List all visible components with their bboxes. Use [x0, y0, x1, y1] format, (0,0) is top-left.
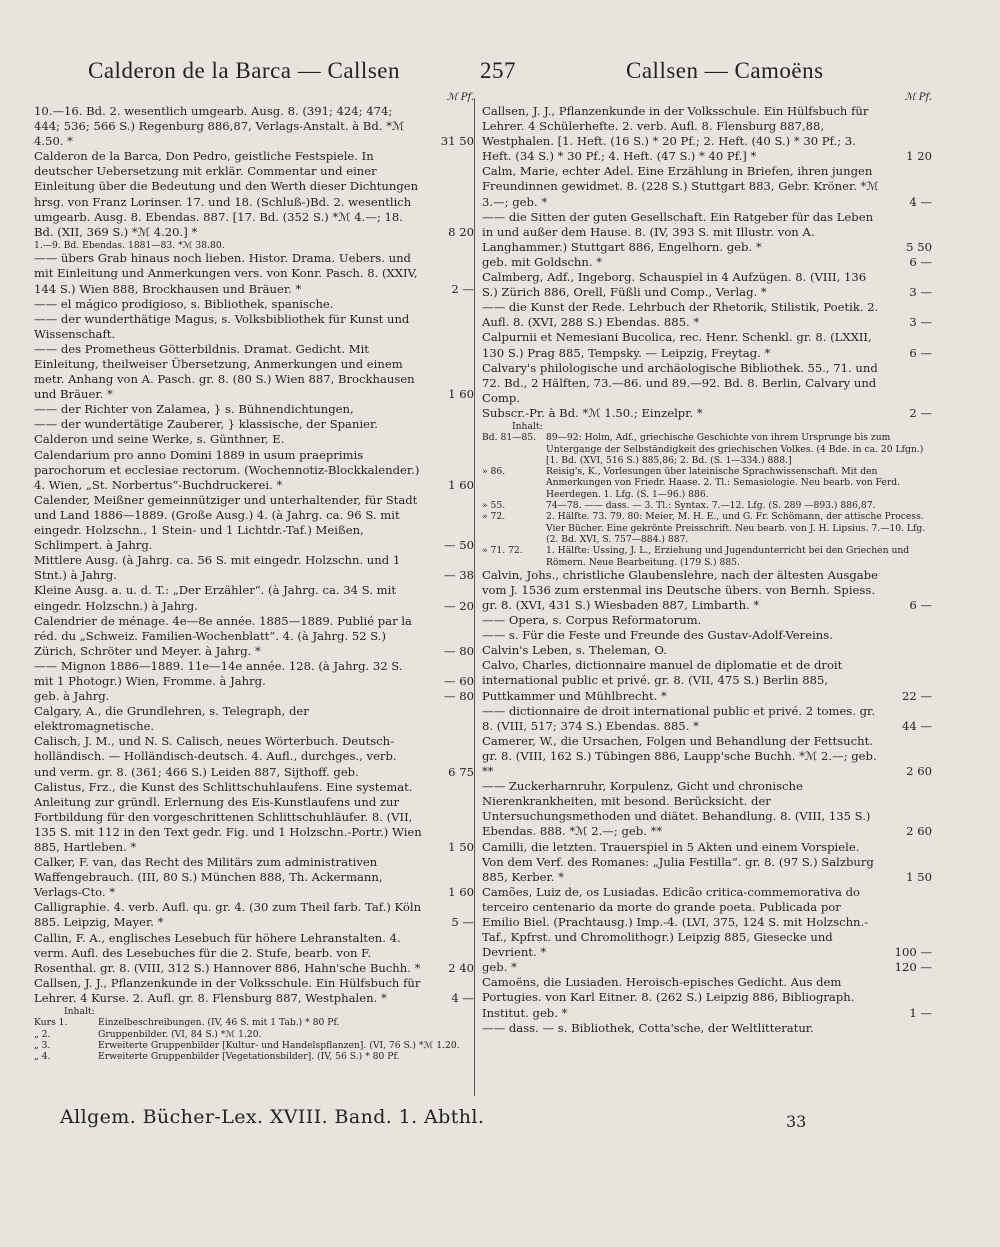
entry-price: 2 — — [909, 405, 932, 420]
entry-text: 10.—16. Bd. 2. wesentlich umgearb. Ausg. 8. (391; 424; 474; 444; 536; 566 S.) Regenburg 886,87, Verlags-Anstalt. à Bd. *ℳ 4.50. * — [34, 104, 405, 149]
catalog-entry — [34, 704, 474, 734]
catalog-entry — [482, 658, 932, 703]
entry-price: 4 — — [909, 194, 932, 209]
entry-price: 44 — — [901, 718, 932, 733]
entry-text: Callsen, J. J., Pflanzenkunde in der Volksschule. Ein Hülfsbuch für Lehrer. 4 Kurse. 2. Aufl. gr. 8. Flensburg 887, Westphalen. * — [34, 975, 421, 1005]
entry-price: 3 — — [909, 285, 932, 300]
entry-text: Calm, Marie, echter Adel. Eine Erzählung in Briefen, ihren jungen Freundinnen gewidmet. 8. (228 S.) Stuttgart 883, Gebr. Kröner. *ℳ 3.—; geb. * — [482, 164, 879, 209]
catalog-entry — [34, 432, 474, 447]
entry-text: Calvo, Charles, dictionnaire manuel de diplomatie et de droit international public et privé. gr. 8. (VII, 475 S.) Berlin 885, Puttkammer und Mühlbrecht. * — [482, 658, 843, 703]
right-column — [482, 92, 932, 1036]
entry-price: 5 — — [451, 915, 474, 930]
entry-text: Calligraphie. 4. verb. Aufl. qu. gr. 4. (30 zum Theil farb. Taf.) Köln 885. Leipzig, Mayer. * — [34, 900, 422, 930]
catalog-entry — [34, 734, 474, 779]
entry-text: Calderon und seine Werke, s. Günthner, E. — [34, 432, 285, 447]
inhalt-title: Inhalt: — [64, 1006, 95, 1018]
catalog-entry — [34, 583, 474, 613]
inhalt-text: 89—92: Holm, Adf., griechische Geschichte von ihrem Ursprunge bis zum Untergange der Selbständigkeit des griechischen Volkes. (4 Bde. in ca. 20 Lfgn.) [1. Bd. (XVI, 516 S.) 885,86; 2. Bd. (S. 1—334.) 888.] — [546, 432, 924, 466]
entry-text: Camilli, die letzten. Trauerspiel in 5 Akten und einem Vorspiele. Von dem Verf. des Romanes: „Julia Festilla“. gr. 8. (97 S.) Salzburg 885, Kerber. * — [482, 839, 874, 884]
catalog-entry — [482, 361, 932, 406]
entry-price: 1 60 — [448, 387, 474, 402]
right-entries-a — [482, 104, 932, 421]
entry-price: 6 — — [909, 254, 932, 269]
entry-text: Calmberg, Adf., Ingeborg. Schauspiel in 4 Aufzügen. 8. (VIII, 136 S.) Zürich 886, Orell, Füßli und Comp., Verlag. * — [482, 270, 867, 300]
catalog-entry — [34, 402, 474, 417]
running-header — [30, 58, 970, 92]
entry-price: 6 — — [909, 598, 932, 613]
entry-price: — 80 — [443, 643, 474, 658]
entry-text: Calvin's Leben, s. Theleman, O. — [482, 643, 667, 658]
entry-text: Camões, Luiz de, os Lusiadas. Edicão critica-commemorativa do terceiro centenario da morte do grande poeta. Publicada por Emilio Biel. (Prachtausg.) Imp.-4. (LVI, 375, 124 S. mit Holzschn.-Taf., Kpfrst. und Chromolithogr.) Leipzig 885, Giesecke und Devrient. * — [482, 884, 869, 960]
entry-text: Kleine Ausg. a. u. d. T.: „Der Erzähler“. (à Jahrg. ca. 34 S. mit eingedr. Holzschn.) à Jahrg. — [34, 583, 396, 613]
entry-price: 2 60 — [906, 824, 932, 839]
catalog-entry — [34, 931, 474, 976]
entry-text: geb. mit Goldschn. * — [482, 254, 603, 269]
entry-text: 1.—9. Bd. Ebendas. 1881—83. *ℳ 38.80. — [34, 239, 225, 251]
inhalt-text: Erweiterte Gruppenbilder [Kultur- und Handelspflanzen]. (VI, 76 S.) *ℳ 1.20. — [98, 1039, 460, 1051]
entry-text: Calvin, Johs., christliche Glaubenslehre, nach der ältesten Ausgabe vom J. 1536 zum erstenmal ins Deutsche übers. von Bernh. Spiess. gr. 8. (XVI, 431 S.) Wiesbaden 887, Limbarth. * — [482, 567, 878, 613]
entry-text: —— der wunderthätige Magus, s. Volksbibliothek für Kunst und Wissenschaft. — [34, 311, 410, 341]
right-inhalt — [482, 421, 932, 568]
right-entries-b — [482, 568, 932, 1036]
entry-text: Calvary's philologische und archäologische Bibliothek. 55., 71. und 72. Bd., 2 Hälften, 73.—86. und 89.—92. Bd. 8. Berlin, Calvary und Comp. — [482, 360, 878, 405]
entry-text: Camerer, W., die Ursachen, Folgen und Behandlung der Fettsucht. gr. 8. (VIII, 162 S.) Tübingen 886, Laupp'sche Buchh. *ℳ 2.—; geb. ** — [482, 733, 877, 779]
entry-text: Calendarium pro anno Domini 1889 in usum praeprimis parochorum et ecclesiae rectorum. (Wochennotiz-Blockkalender.) 4. Wien, „St. Norbertus“-Buchdruckerei. * — [34, 447, 420, 492]
catalog-entry — [34, 312, 474, 342]
inhalt-text: Erweiterte Gruppenbilder [Vegetationsbilder]. (IV, 56 S.) * 80 Pf. — [98, 1051, 400, 1063]
catalog-entry — [34, 448, 474, 493]
entry-text: Calgary, A., die Grundlehren, s. Telegraph, der elektromagnetische. — [34, 704, 309, 734]
catalog-entry — [482, 568, 932, 613]
inhalt-text: Gruppenbilder. (VI, 84 S.) *ℳ 1.20. — [98, 1028, 262, 1040]
entry-price: 6 75 — [448, 764, 474, 779]
entry-text: —— Mignon 1886—1889. 11e—14e année. 128. (à Jahrg. 32 S. mit 1 Photogr.) Wien, Fromme. à Jahrg. — [34, 658, 403, 688]
inhalt-label: Kurs 1. — [34, 1017, 68, 1029]
footer-left: Allgem. Bücher-Lex. XVIII. Band. 1. Abthl. — [60, 1106, 485, 1128]
catalog-entry — [482, 840, 932, 885]
entry-text: —— dass. — s. Bibliothek, Cotta'sche, der Weltlitteratur. — [482, 1020, 814, 1035]
entry-text: geb. * — [482, 960, 517, 975]
inhalt-label: Bd. 81—85. — [482, 432, 536, 444]
catalog-entry — [34, 659, 474, 689]
entry-text: Mittlere Ausg. (à Jahrg. ca. 56 S. mit eingedr. Holzschn. und 1 Stnt.) à Jahrg. — [34, 553, 401, 583]
catalog-entry — [482, 779, 932, 839]
inhalt-text: 2. Hälfte. 73. 79. 80: Meier, M. H. E., und G. Fr. Schömann, der attische Process. Vier Bücher. Eine gekrönte Preisschrift. Neu bearb. von J. H. Lipsius. 7.—10. Lfg. (2. Bd. XVI, S. 757—884.) 887. — [546, 511, 926, 545]
inhalt-text: 1. Hälfte: Ussing, J. L., Erziehung und Jugendunterricht bei den Griechen und Römern. Neue Bearbeitung. (179 S.) 885. — [546, 545, 910, 568]
entry-price: 1 60 — [448, 885, 474, 900]
catalog-entry — [34, 855, 474, 900]
catalog-entry — [482, 300, 932, 330]
entry-price: 5 50 — [906, 239, 932, 254]
left-column — [34, 92, 474, 1063]
entry-price: — 60 — [443, 673, 474, 688]
catalog-entry — [34, 689, 474, 704]
catalog-entry — [482, 885, 932, 960]
entry-text: Calender, Meißner gemeinnütziger und unterhaltender, für Stadt und Land 1886—1889. (Große Ausg.) 4. (à Jahrg. ca. 96 S. mit eingedr. Holzschn., 1 Stein- und 1 Lichtdr.-Taf.) Meißen, Schlimpert. à Jahrg. — [34, 492, 418, 553]
inhalt-row — [482, 432, 932, 466]
inhalt-row — [34, 1017, 474, 1028]
inhalt-row — [482, 466, 932, 500]
entry-price: 1 50 — [448, 840, 474, 854]
entry-text: Calker, F. van, das Recht des Militärs zum administrativen Waffengebrauch. (III, 80 S.) München 888, Th. Ackermann, Verlags-Cto. * — [34, 855, 383, 900]
entry-text: —— el mágico prodigioso, s. Bibliothek, spanische. — [34, 296, 334, 311]
inhalt-text: Einzelbeschreibungen. (IV, 46 S. mit 1 Tab.) * 80 Pf. — [98, 1017, 340, 1029]
entry-price: 6 — — [909, 345, 932, 360]
catalog-entry — [482, 704, 932, 734]
catalog-entry — [482, 613, 932, 628]
catalog-entry — [34, 251, 474, 296]
inhalt-text: 74—78. —— dass. — 3. Tl.: Syntax. 7.—12. Lfg. (S. 289 —893.) 886,87. — [546, 500, 876, 512]
currency-header: ℳ Pf. — [904, 92, 932, 103]
catalog-entry — [34, 493, 474, 553]
inhalt-label: „ 3. — [34, 1039, 51, 1051]
entry-text: —— des Prometheus Götterbildnis. Dramat. Gedicht. Mit Einleitung, theilweiser Übersetzung, Anmerkungen und einem metr. Anhang von A. Pasch. gr. 8. (80 S.) Wien 887, Brockhausen und Bräuer. * — [34, 341, 415, 402]
catalog-entry — [482, 210, 932, 255]
entry-text: Calpurnii et Nemesiani Bucolica, rec. Henr. Schenkl. gr. 8. (LXXII, 130 S.) Prag 885, Tempsky. — Leipzig, Freytag. * — [482, 330, 872, 360]
entry-price: 100 — — [894, 945, 932, 960]
entry-price: 22 — — [901, 688, 932, 703]
header-left: Calderon de la Barca — Callsen — [88, 58, 400, 83]
entry-price: 2 60 — [906, 764, 932, 779]
entry-text: Calisch, J. M., und N. S. Calisch, neues Wörterbuch. Deutsch-holländisch. — Holländisch-deutsch. 4. Aufl., durchges., verb. und verm. gr. 8. (361; 466 S.) Leiden 887, Sijthoff. geb. — [34, 734, 397, 779]
entry-text: —— Zuckerharnruhr, Korpulenz, Gicht und chronische Nierenkrankheiten, mit besond. Berücksicht. der Untersuchungsmethoden und diätet. Behandlung. 8. (VIII, 135 S.) Ebendas. 888. *ℳ 2.—; geb. ** — [482, 779, 871, 839]
inhalt-row — [34, 1051, 474, 1062]
catalog-entry — [482, 270, 932, 300]
inhalt-row — [482, 545, 932, 568]
entry-price: 3 — — [909, 315, 932, 330]
inhalt-label: » 71. 72. — [482, 545, 523, 557]
catalog-entry — [34, 149, 474, 240]
entry-text: —— die Sitten der guten Gesellschaft. Ein Ratgeber für das Leben in und außer dem Hause. 8. (IV, 393 S. mit Illustr. von A. Langhammer.) Stuttgart 886, Engelhorn. geb. * — [482, 209, 874, 254]
catalog-entry — [482, 255, 932, 270]
inhalt-label: » 72. — [482, 511, 506, 523]
catalog-entry — [34, 614, 474, 659]
page-number: 257 — [480, 58, 516, 83]
entry-price: — 38 — [443, 568, 474, 583]
inhalt-text: Reisig's, K., Vorlesungen über lateinische Sprachwissenschaft. Mit den Anmerkungen von Friedr. Haase. 2. Tl.: Semasiologie. Neu bearb. von Ferd. Heerdegen. 1. Lfg. (S. 1—96.) 886. — [546, 466, 901, 500]
entry-text: Callsen, J. J., Pflanzenkunde in der Volksschule. Ein Hülfsbuch für Lehrer. 4 Schülerhefte. 2. verb. Aufl. 8. Flensburg 887,88, Westphalen. [1. Heft. (16 S.) * 20 Pf.; 2. Heft. (40 S.) * 30 Pf.; 3. Heft. (34 S.) * 30 Pf.; 4. Heft. (47 S.) * 40 Pf.] * — [482, 104, 869, 164]
inhalt-row — [482, 511, 932, 545]
entry-price: 31 50 — [440, 134, 474, 149]
entry-text: —— s. Für die Feste und Freunde des Gustav-Adolf-Vereins. — [482, 628, 833, 643]
catalog-entry — [482, 734, 932, 779]
inhalt-row — [34, 1040, 474, 1051]
entry-price: 2 — — [451, 281, 474, 296]
entry-price: 1 60 — [448, 477, 474, 492]
entry-text: —— der wundertätige Zauberer, } klassische, der Spanier. — [34, 417, 378, 432]
entry-price: — 80 — [443, 689, 474, 704]
left-entries — [34, 104, 474, 1006]
catalog-entry — [34, 553, 474, 583]
catalog-entry — [482, 1021, 932, 1036]
footer-right: 33 — [786, 1112, 807, 1131]
entry-text: —— dictionnaire de droit international public et privé. 2 tomes. gr. 8. (VIII, 517; 374 S.) Ebendas. 885. * — [482, 703, 875, 733]
inhalt-row — [34, 1029, 474, 1040]
entry-text: —— die Kunst der Rede. Lehrbuch der Rhetorik, Stilistik, Poetik. 2. Aufl. 8. (XVI, 288 S.) Ebendas. 885. * — [482, 300, 879, 330]
entry-price: 1 20 — [906, 149, 932, 164]
entry-text: Calendrier de ménage. 4e—8e année. 1885—1889. Publié par la réd. du „Schweiz. Familien-Wochenblatt“. 4. (à Jahrg. 52 S.) Zürich, Schröter und Meyer. à Jahrg. * — [34, 613, 412, 658]
entry-text: geb. à Jahrg. — [34, 689, 110, 704]
catalog-entry — [34, 900, 474, 930]
inhalt-row — [482, 500, 932, 511]
catalog-entry — [482, 960, 932, 975]
entry-price: 1 50 — [906, 869, 932, 884]
entry-price: — 20 — [443, 598, 474, 613]
entry-price: 120 — — [894, 960, 932, 975]
header-right: Callsen — Camoëns — [626, 58, 824, 83]
catalog-entry — [482, 406, 932, 421]
entry-price: 2 40 — [448, 960, 474, 975]
entry-text: Callin, F. A., englisches Lesebuch für höhere Lehranstalten. 4. verm. Aufl. des Lesebuches für die 2. Stufe, bearb. von F. Rosenthal. gr. 8. (VIII, 312 S.) Hannover 886, Hahn'sche Buchh. * — [34, 930, 421, 975]
entry-price: — 50 — [443, 538, 474, 553]
catalog-entry — [482, 330, 932, 360]
currency-header: ℳ Pf. — [446, 92, 474, 103]
entry-text: —— übers Grab hinaus noch lieben. Histor. Drama. Uebers. und mit Einleitung und Anmerkungen vers. von Konr. Pasch. 8. (XXIV, 144 S.) Wien 888, Brockhausen und Bräuer. * — [34, 251, 418, 296]
catalog-entry — [482, 975, 932, 1020]
catalog-entry — [34, 780, 474, 855]
entry-text: Camoëns, die Lusiaden. Heroisch-episches Gedicht. Aus dem Portugies. von Karl Eitner. 8. (262 S.) Leipzig 886, Bibliograph. Institut. geb. * — [482, 975, 855, 1020]
entry-price: 1 — — [909, 1005, 932, 1020]
entry-price: 4 — — [451, 990, 474, 1005]
left-inhalt — [34, 1006, 474, 1062]
entry-text: Subscr.-Pr. à Bd. *ℳ 1.50.; Einzelpr. * — [482, 405, 703, 420]
catalog-entry — [482, 164, 932, 209]
catalog-entry — [34, 342, 474, 402]
catalog-entry — [34, 417, 474, 432]
catalog-entry — [482, 643, 932, 658]
inhalt-title: Inhalt: — [512, 420, 543, 432]
entry-text: —— der Richter von Zalamea, } s. Bühnendichtungen, — [34, 402, 354, 417]
catalog-entry — [482, 628, 932, 643]
inhalt-label: „ 2. — [34, 1028, 51, 1040]
catalog-entry — [482, 104, 932, 164]
entry-text: Calistus, Frz., die Kunst des Schlittschuhlaufens. Eine systemat. Anleitung zur gründl. Erlernung des Eis-Kunstlaufens und zur Fortbildung für den vorgeschrittenen Schlittschuhläufer. 8. (VII, 135 S. mit 112 in den Text gedr. Fig. und 1 Holzschn.-Portr.) Wien 885, Hartleben. * — [34, 779, 422, 854]
catalog-entry — [34, 240, 474, 252]
catalog-entry — [34, 104, 474, 149]
inhalt-label: » 55. — [482, 500, 506, 512]
catalog-entry — [34, 976, 474, 1006]
inhalt-label: „ 4. — [34, 1051, 51, 1063]
catalog-entry — [34, 297, 474, 312]
inhalt-label: » 86. — [482, 466, 506, 478]
entry-text: —— Opera, s. Corpus Reformatorum. — [482, 613, 702, 628]
entry-text: Calderon de la Barca, Don Pedro, geistliche Festspiele. In deutscher Uebersetzung mit erklär. Commentar und einer Einleitung über die Bedeutung und den Werth dieser Dichtungen hrsg. von Franz Lorinser. 17. und 18. (Schluß-)Bd. 2. wesentlich umgearb. Ausg. 8. Ebendas. 887. [17. Bd. (352 S.) *ℳ 4.—; 18. Bd. (XII, 369 S.) *ℳ 4.20.] * — [34, 149, 419, 239]
column-separator — [474, 98, 475, 1096]
entry-price: 8 20 — [448, 224, 474, 239]
